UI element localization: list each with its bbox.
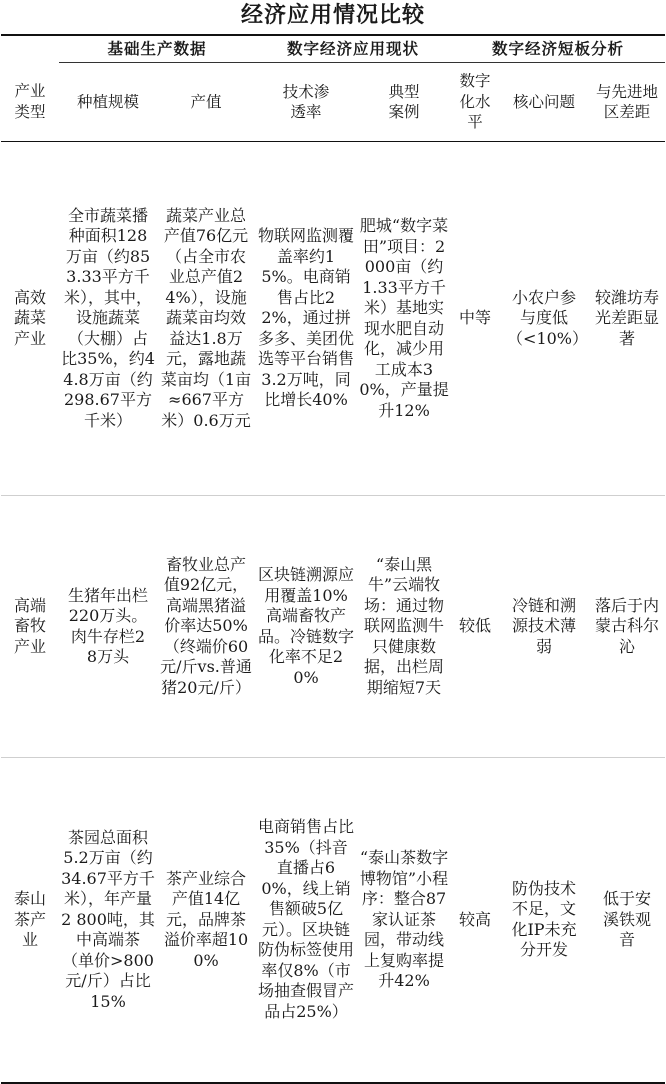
gap-cell: 低于安溪铁观音 [589, 758, 665, 1083]
digital-level-cell: 较低 [451, 496, 499, 758]
page-title: 经济应用情况比较 [240, 2, 425, 28]
group-header-digital-gaps: 数字经济短板分析 [451, 35, 665, 63]
typical-case-cell: “泰山黑牛”云端牧场：通过物联网监测牛只健康数据，出栏周期缩短7天 [357, 496, 451, 758]
column-header-typical-cases: 典型案例 [357, 63, 451, 142]
comparison-table [1, 34, 665, 1084]
header-group-row [1, 35, 665, 63]
header-column-row [1, 63, 665, 142]
industry-cell: 高端畜牧产业 [1, 496, 59, 758]
table-row-tea [1, 758, 665, 1083]
column-header-core-problem: 核心问题 [499, 63, 589, 142]
gap-cell: 较潍坊寿光差距显著 [589, 142, 665, 496]
column-header-gap-vs-advanced: 与先进地区差距 [589, 63, 665, 142]
industry-cell: 高效蔬菜产业 [1, 142, 59, 496]
industry-cell: 泰山茶产业 [1, 758, 59, 1083]
column-header-output-value: 产值 [157, 63, 255, 142]
gap-cell: 落后于内蒙古科尔沁 [589, 496, 665, 758]
digital-level-cell: 较高 [451, 758, 499, 1083]
output-value-cell: 畜牧业总产值92亿元，高端黑猪溢价率达50%（终端价60元/斤vs.普通猪20元/斤） [157, 496, 255, 758]
column-header-industry-type: 产业类型 [1, 63, 59, 142]
header-corner [1, 35, 59, 63]
output-value-cell: 茶产业综合产值14亿元，品牌茶溢价率超100% [157, 758, 255, 1083]
table-row-livestock [1, 496, 665, 758]
planting-scale-cell: 全市蔬菜播种面积128万亩（约853.33平方千米），其中，设施蔬菜（大棚）占比35%，约44.8万亩（约298.67平方千米） [59, 142, 157, 496]
column-header-tech-penetration: 技术渗透率 [255, 63, 357, 142]
group-header-basic-production: 基础生产数据 [59, 35, 255, 63]
tech-penetration-cell: 物联网监测覆盖率约15%。电商销售占比22%，通过拼多多、美团优选等平台销售3.2万吨，同比增长40% [255, 142, 357, 496]
core-problem-cell: 防伪技术不足，文化IP未充分开发 [499, 758, 589, 1083]
planting-scale-cell: 生猪年出栏220万头。肉牛存栏28万头 [59, 496, 157, 758]
column-header-planting-scale: 种植规模 [59, 63, 157, 142]
typical-case-cell: 肥城“数字菜田”项目：2 000亩（约1.33平方千米）基地实现水肥自动化，减少用工成本30%，产量提升12% [357, 142, 451, 496]
group-header-digital-status: 数字经济应用现状 [255, 35, 451, 63]
output-value-cell: 蔬菜产业总产值76亿元（占全市农业总产值24%），设施蔬菜亩均效益达1.8万元，露地蔬菜亩均（1亩≈667平方米）0.6万元 [157, 142, 255, 496]
column-header-digital-level: 数字化水平 [451, 63, 499, 142]
typical-case-cell: “泰山茶数字博物馆”小程序：整合87家认证茶园，带动线上复购率提升42% [357, 758, 451, 1083]
tech-penetration-cell: 电商销售占比35%（抖音直播占60%，线上销售额破5亿元）。区块链防伪标签使用率仅8%（市场抽查假冒产品占25%） [255, 758, 357, 1083]
table-row-vegetable [1, 142, 665, 496]
core-problem-cell: 小农户参与度低（<10%） [499, 142, 589, 496]
tech-penetration-cell: 区块链溯源应用覆盖10%高端畜牧产品。冷链数字化率不足20% [255, 496, 357, 758]
core-problem-cell: 冷链和溯源技术薄弱 [499, 496, 589, 758]
digital-level-cell: 中等 [451, 142, 499, 496]
planting-scale-cell: 茶园总面积5.2万亩（约34.67平方千米），年产量2 800吨，其中高端茶（单价>800元/斤）占比15% [59, 758, 157, 1083]
